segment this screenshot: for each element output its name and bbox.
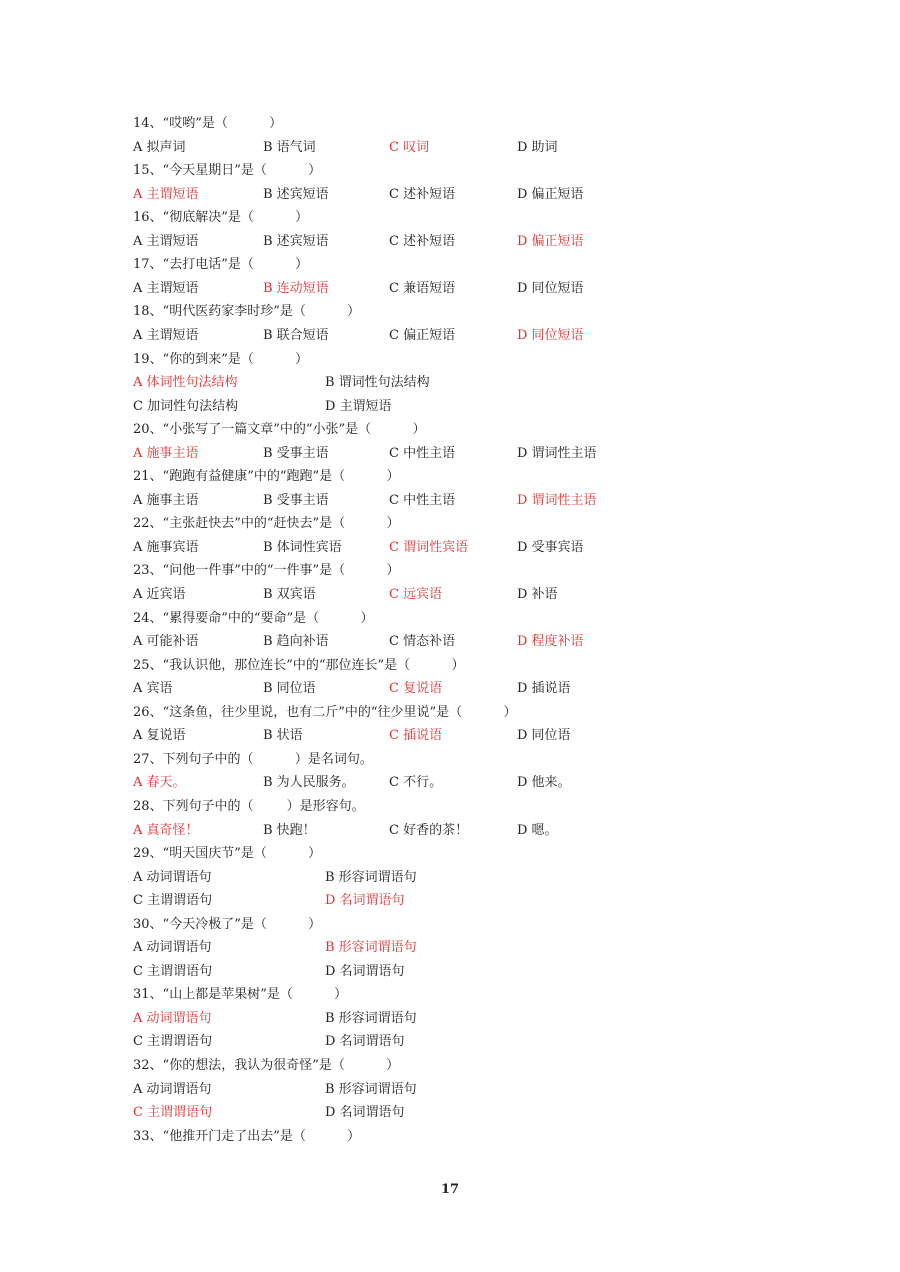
answer-option: D 同位短语 <box>517 280 584 296</box>
answer-option: B 谓词性句法结构 <box>325 375 430 391</box>
question-prompt: 24、“累得要命”中的“要命”是（ ） <box>133 610 374 626</box>
answer-option: D 偏正短语 <box>517 186 584 202</box>
option-row <box>133 372 753 394</box>
option-row <box>133 231 753 253</box>
question-prompt: 15、“今天星期日”是（ ） <box>133 163 322 179</box>
answer-option: A 施事宾语 <box>133 539 199 555</box>
answer-option: B 语气词 <box>263 139 316 155</box>
answer-option: B 同位语 <box>263 681 316 697</box>
answer-option: A 宾语 <box>133 681 173 697</box>
option-row <box>133 890 753 912</box>
option-row <box>133 631 753 653</box>
answer-option-correct: C 远宾语 <box>389 587 443 602</box>
answer-option-correct: D 名词谓语句 <box>325 893 405 909</box>
answer-option: A 可能补语 <box>133 634 199 650</box>
question-prompt: 26、“这条鱼，往少里说，也有二斤”中的“往少里说”是（ ） <box>133 704 517 720</box>
answer-option: D 补语 <box>517 587 558 602</box>
answer-option: B 联合短语 <box>263 327 329 343</box>
answer-option: B 状语 <box>263 728 303 744</box>
answer-option: A 主谓短语 <box>133 233 199 249</box>
option-row <box>133 820 753 842</box>
answer-option: C 主谓谓语句 <box>133 1034 213 1050</box>
question-prompt: 25、“我认识他，那位连长”中的“那位连长”是（ ） <box>133 657 465 673</box>
option-row <box>133 325 753 347</box>
question-prompt: 20、“小张写了一篇文章”中的“小张”是（ ） <box>133 422 426 438</box>
answer-option: C 述补短语 <box>389 186 456 202</box>
question-prompt: 22、“主张赶快去”中的“赶快去”是（ ） <box>133 516 400 532</box>
answer-option: B 形容词谓语句 <box>325 1081 417 1097</box>
answer-option: B 快跑！ <box>263 822 316 838</box>
answer-option-correct: D 程度补语 <box>517 634 584 650</box>
option-row <box>133 137 753 159</box>
option-row <box>133 443 753 465</box>
answer-option: D 谓词性主语 <box>517 445 597 461</box>
answer-option: C 兼语短语 <box>389 280 456 296</box>
answer-option-correct: A 春天。 <box>133 775 186 791</box>
question-prompt: 30、“今天冷极了”是（ ） <box>133 916 322 932</box>
answer-option: B 体词性宾语 <box>263 539 342 555</box>
answer-option: B 双宾语 <box>263 587 316 602</box>
answer-option: C 好香的茶！ <box>389 822 469 838</box>
answer-option-correct: B 连动短语 <box>263 280 329 296</box>
question-prompt: 28、下列句子中的（ ）是形容句。 <box>133 798 365 814</box>
answer-option: D 助词 <box>517 139 558 155</box>
answer-option: D 受事宾语 <box>517 539 584 555</box>
answer-option: D 名词谓语句 <box>325 1034 405 1050</box>
answer-option: B 述宾短语 <box>263 186 329 202</box>
answer-option: A 动词谓语句 <box>133 940 212 956</box>
answer-option-correct: C 复说语 <box>389 681 443 697</box>
option-row <box>133 1079 753 1101</box>
answer-option: C 加词性句法结构 <box>133 398 239 414</box>
option-row <box>133 725 753 747</box>
answer-option: B 形容词谓语句 <box>325 869 417 885</box>
question-prompt: 16、“彻底解决”是（ ） <box>133 210 309 226</box>
question-prompt: 21、“跑跑有益健康”中的“跑跑”是（ ） <box>133 469 400 485</box>
answer-option: D 名词谓语句 <box>325 963 405 979</box>
answer-option: C 中性主语 <box>389 445 456 461</box>
question-prompt: 31、“山上都是苹果树”是（ ） <box>133 987 348 1003</box>
answer-option: D 插说语 <box>517 681 571 697</box>
option-row <box>133 490 753 512</box>
answer-option: C 述补短语 <box>389 233 456 249</box>
question-prompt: 14、“哎哟”是（ ） <box>133 116 283 131</box>
question-prompt: 27、下列句子中的（ ）是名词句。 <box>133 751 373 767</box>
answer-option: A 主谓短语 <box>133 327 199 343</box>
answer-option: C 主谓谓语句 <box>133 963 213 979</box>
option-row <box>133 184 753 206</box>
question-prompt: 33、“他推开门走了出去”是（ ） <box>133 1128 361 1144</box>
answer-option: B 受事主语 <box>263 445 329 461</box>
answer-option: D 名词谓语句 <box>325 1105 405 1121</box>
answer-option-correct: C 谓词性宾语 <box>389 539 469 555</box>
answer-option: D 嗯。 <box>517 822 558 838</box>
answer-option: D 同位语 <box>517 728 571 744</box>
answer-option-correct: D 同位短语 <box>517 327 584 343</box>
answer-option: B 述宾短语 <box>263 233 329 249</box>
answer-option: A 施事主语 <box>133 492 199 508</box>
question-prompt: 19、“你的到来”是（ ） <box>133 351 309 367</box>
answer-option: A 近宾语 <box>133 587 186 602</box>
question-prompt: 29、“明天国庆节”是（ ） <box>133 846 322 862</box>
answer-option: B 为人民服务。 <box>263 775 355 791</box>
option-row <box>133 937 753 959</box>
answer-option: A 主谓短语 <box>133 280 199 296</box>
answer-option: C 不行。 <box>389 775 443 791</box>
question-prompt: 23、“问他一件事”中的“一件事”是（ ） <box>133 563 400 579</box>
option-row <box>133 396 753 418</box>
answer-option: A 动词谓语句 <box>133 869 212 885</box>
option-row <box>133 1102 753 1124</box>
answer-option: D 主谓短语 <box>325 398 392 414</box>
answer-option-correct: B 形容词谓语句 <box>325 940 417 956</box>
answer-option-correct: A 施事主语 <box>133 445 199 461</box>
option-row <box>133 537 753 559</box>
answer-option: C 主谓谓语句 <box>133 893 213 909</box>
option-row <box>133 1031 753 1053</box>
answer-option: A 复说语 <box>133 728 186 744</box>
answer-option-correct: C 主谓谓语句 <box>133 1105 213 1121</box>
option-row <box>133 278 753 300</box>
option-row <box>133 678 753 700</box>
option-row <box>133 584 753 606</box>
answer-option-correct: D 偏正短语 <box>517 233 584 249</box>
question-prompt: 17、“去打电话”是（ ） <box>133 257 309 273</box>
answer-option: C 中性主语 <box>389 492 456 508</box>
answer-option: B 趋向补语 <box>263 634 329 650</box>
answer-option: B 受事主语 <box>263 492 329 508</box>
answer-option-correct: A 体词性句法结构 <box>133 375 238 391</box>
answer-option-correct: D 谓词性主语 <box>517 492 597 508</box>
answer-option-correct: A 主谓短语 <box>133 186 199 202</box>
question-prompt: 32、“你的想法，我认为很奇怪”是（ ） <box>133 1058 400 1073</box>
page-number: 17 <box>440 1182 460 1197</box>
answer-option: A 动词谓语句 <box>133 1081 212 1097</box>
answer-option-correct: A 真奇怪！ <box>133 822 199 838</box>
answer-option: C 偏正短语 <box>389 327 456 343</box>
answer-option: B 形容词谓语句 <box>325 1010 417 1026</box>
question-prompt: 18、“明代医药家李时珍”是（ ） <box>133 304 361 320</box>
answer-option: A 拟声词 <box>133 139 186 155</box>
answer-option-correct: A 动词谓语句 <box>133 1010 212 1026</box>
option-row <box>133 1008 753 1030</box>
answer-option-correct: C 叹词 <box>389 139 430 155</box>
answer-option-correct: C 插说语 <box>389 728 443 744</box>
answer-option: C 情态补语 <box>389 634 456 650</box>
answer-option: D 他来。 <box>517 775 571 791</box>
option-row <box>133 961 753 983</box>
option-row <box>133 772 753 794</box>
option-row <box>133 867 753 889</box>
